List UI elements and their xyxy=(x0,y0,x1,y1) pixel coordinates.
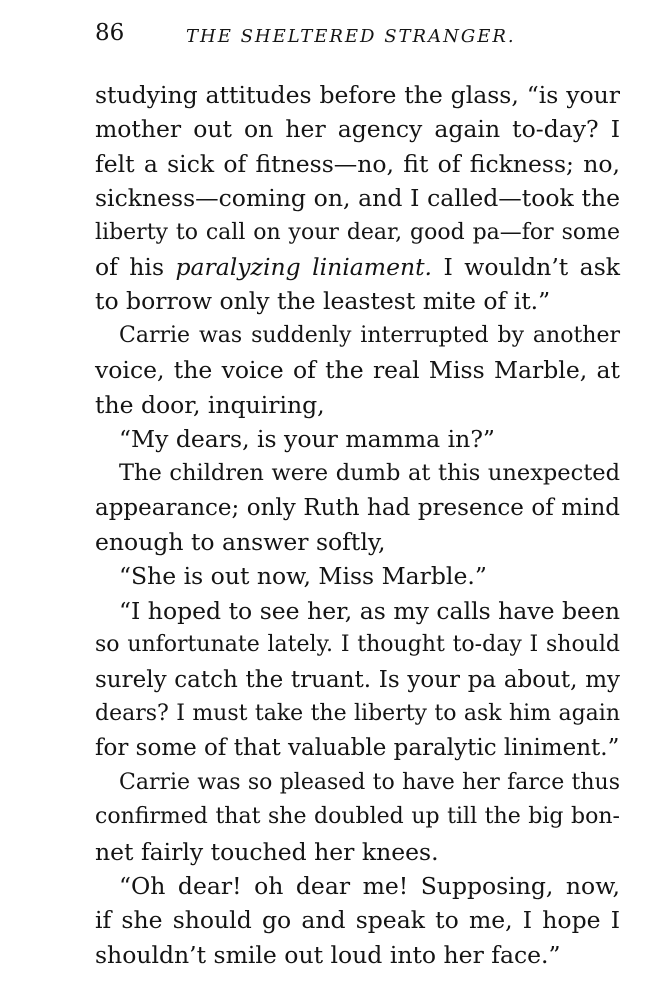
text-line: “Oh dear! oh dear me! Supposing, now, xyxy=(119,871,620,900)
text-line: to borrow only the leastest mite of it.” xyxy=(95,287,551,316)
running-title: THE SHELTERED STRANGER. xyxy=(186,26,516,47)
text-line: so unfortunate lately. I thought to-day I should xyxy=(95,632,620,658)
text-line: dears? I must take the liberty to ask him again xyxy=(95,701,620,727)
text-line: the door, inquiring, xyxy=(95,390,325,419)
text-run: I wouldn’t ask xyxy=(432,252,620,281)
page-number: 86 xyxy=(95,20,125,46)
text-line: felt a sick of fitness—no, fit of fickness; no, xyxy=(95,149,620,178)
text-line: confirmed that she doubled up till the big bon- xyxy=(95,804,620,830)
text-line: voice, the voice of the real Miss Marble, at xyxy=(95,356,620,385)
text-line: enough to answer softly, xyxy=(95,528,386,557)
text-line: “I hoped to see her, as my calls have been xyxy=(119,596,620,625)
text-line: surely catch the truant. Is your pa about, my xyxy=(95,666,620,693)
text-run: of his xyxy=(95,252,176,281)
page-header xyxy=(95,18,617,52)
text-line: liberty to call on your dear, good pa—for some xyxy=(95,219,620,245)
text-line: sickness—coming on, and I called—took the xyxy=(95,184,620,213)
text-line: shouldn’t smile out loud into her face.” xyxy=(95,940,561,969)
text-line: The children were dumb at this unexpected xyxy=(119,460,620,487)
text-line: “She is out now, Miss Marble.” xyxy=(119,562,487,591)
text-line: Carrie was so pleased to have her farce thus xyxy=(119,769,620,795)
text-line: net fairly touched her knees. xyxy=(95,837,439,866)
text-line: appearance; only Ruth had presence of mind xyxy=(95,494,620,521)
text-line: for some of that valuable paralytic liniment.” xyxy=(95,735,620,762)
text-line: studying attitudes before the glass, “is your xyxy=(95,81,620,109)
text-line: if she should go and speak to me, I hope I xyxy=(95,906,620,935)
italic-phrase: paralyzing liniament. xyxy=(175,252,433,281)
body-text xyxy=(95,78,620,972)
text-line xyxy=(95,250,620,284)
text-line: mother out on her agency again to-day? I xyxy=(95,115,620,144)
text-line: “My dears, is your mamma in?” xyxy=(119,424,495,453)
text-line: Carrie was suddenly interrupted by another xyxy=(119,322,620,348)
